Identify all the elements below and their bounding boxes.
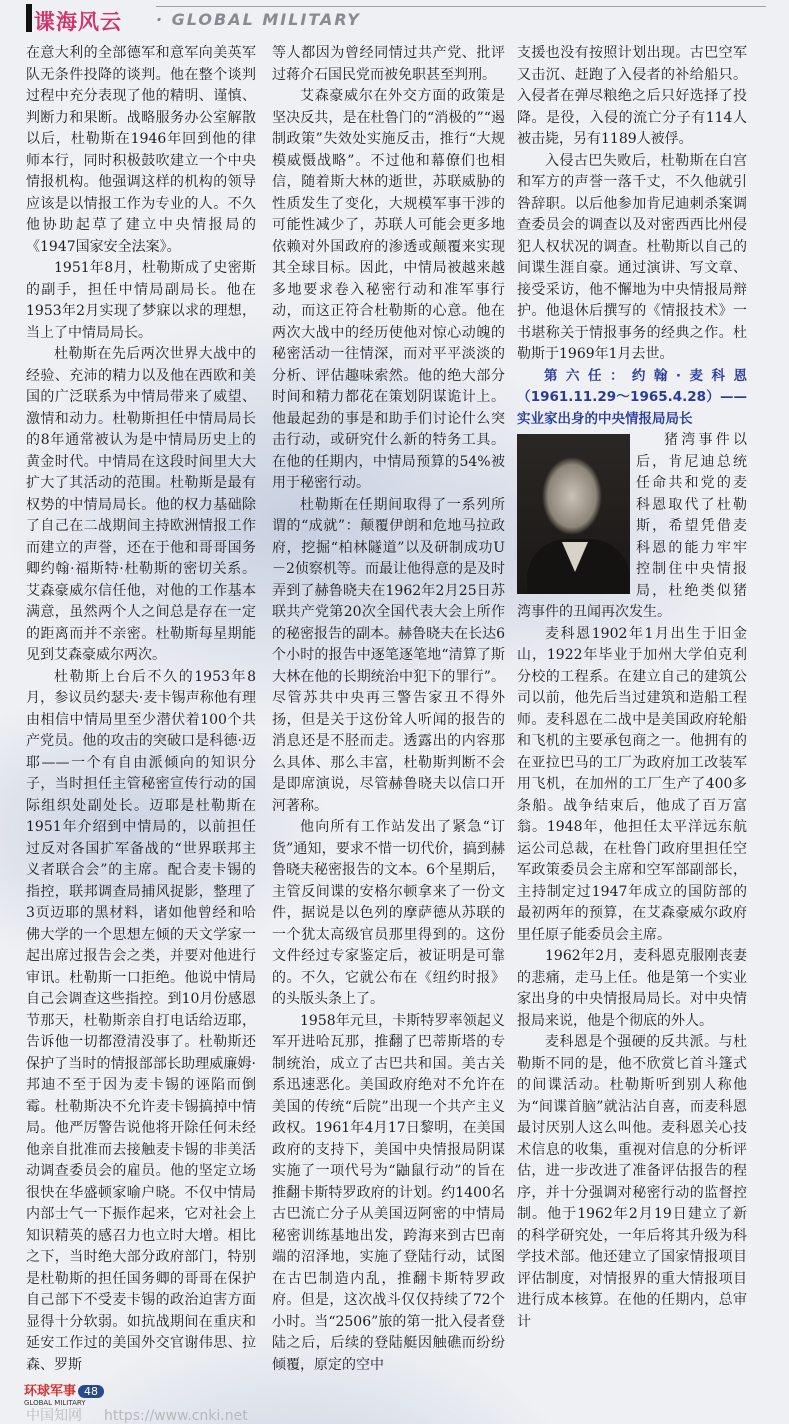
watermark-url: https://www.cnki.net	[104, 1408, 248, 1424]
paragraph: 麦科恩是个强硬的反共派。与杜勒斯不同的是，他不欣赏匕首斗篷式的间谍活动。杜勒斯听到别人称他为“间谍首脑”就沾沾自喜，而麦科恩最讨厌别人这么叫他。麦科恩关心技术信息的收集，重视对信息的分析评估，进一步改进了准备评估报告的程序，并十分强调对秘密行动的监督控制。他于1962年2月19日建立了新的科学研究处，一年后将其升级为科学技术部。他还建立了国家情报项目评估制度，对情报界的重大情报项目进行成本核算。在他的任期内，总审计	[517, 1034, 747, 1330]
paragraph: 猪湾事件以后，肯尼迪总统任命共和党的麦科恩取代了杜勒斯，希望凭借麦科恩的能力牢牢控制住中央情报局，杜绝类似猪湾事件的丑闻再次发生。	[517, 432, 747, 620]
paragraph: 杜勒斯上台后不久的1953年8月，参议员约瑟夫·麦卡锡声称他有理由相信中情局里至少潜伏着100个共产党员。他的攻击的突破口是科德·迈耶——一个有自由派倾向的知识分子，当时担任主管秘密宣传行动的国际组织处副处长。迈耶是杜勒斯在1951年介绍到中情局的，以前担任过反对各国扩军备战的“世界联邦主义者联合会”的主席。配合麦卡锡的指控，联邦调查局捕风捉影，整理了3页迈耶的黑材料，诸如他曾经和哈佛大学的一个思想左倾的天文学家一起出席过报告会之类，并要对他进行审讯。杜勒斯一口拒绝。他说中情局自己会调查这些指控。到10月份感恩节那天，杜勒斯亲自打电话给迈耶，告诉他一切都澄清没事了。杜勒斯还保护了当时的情报部部长助理威廉姆·邦迪不至于因为麦卡锡的诬陷而倒霉。杜勒斯决不允许麦卡锡搞掉中情局。他严厉警告说他将开除任何未经他亲自批准而去接触麦卡锡的非美活动调查委员会的雇员。他的坚定立场很快在华盛顿家喻户晓。不仅中情局内部士气一下振作起来，它对社会上知识精英的感召力也立时大增。相比之下，当时绝大部分政府部门，特别是杜勒斯的担任国务卿的哥哥在保护自己部下不受麦卡锡的政治迫害方面显得十分软弱。如抗战期间在重庆和延安工作过的美国外交官谢伟思、拉森、罗斯	[26, 668, 256, 1373]
column-3	[517, 43, 747, 1333]
paragraph: 杜勒斯在任期间取得了一系列所谓的“成就”：颠覆伊朗和危地马拉政府，挖掘“柏林隧道”以及研制成功U－2侦察机等。而最让他得意的是及时弄到了赫鲁晓夫在1962年2月25日苏联共产党第20次全国代表大会上所作的秘密报告的副本。赫鲁晓夫在长达6个小时的报告中逐笔逐笔地“清算了斯大林在他的长期统治中犯下的罪行”。尽管苏共中央再三警告家丑不得外扬，但是关于这份耸人听闻的报告的消息还是不胫而走。透露出的内容那么具体、那么丰富，杜勒斯判断不会是即席演说，尽管赫鲁晓夫以信口开河著称。	[272, 496, 505, 814]
paragraph: 艾森豪威尔在外交方面的政策是坚决反共，是在杜鲁门的“消极的”“遏制政策”失效处实施反击，推行“大规模威慑战略”。不过他和幕僚们也相信，随着斯大林的逝世，苏联威胁的性质发生了变化，大规模军事干涉的可能性减少了，苏联人可能会更多地依赖对外国政府的渗透或颠覆来实现其全球目标。因此，中情局被越来越多地要求卷入秘密行动和准军事行动，而这正符合杜勒斯的心意。他在两次大战中的经历使他对惊心动魄的秘密活动一往情深，而对平平淡淡的分析、评估趣味索然。他的绝大部分时间和精力都花在策划阴谋诡计上。他最起劲的事是和助手们讨论什么突击行动，或研究什么新的特务工具。在他的任期内，中情局预算的54%被用于秘密行动。	[272, 88, 505, 491]
paragraph: 1951年8月，杜勒斯成了史密斯的副手，担任中情局副局长。他在1953年2月实现了梦寐以求的理想，当上了中情局局长。	[26, 260, 256, 341]
header-bar	[26, 4, 32, 32]
paragraph: 1958年元旦，卡斯特罗率领起义军开进哈瓦那，推翻了巴蒂斯塔的专制统治，成立了古巴共和国。美古关系迅速恶化。美国政府绝对不允许在美国的传统“后院”出现一个共产主义政权。1961年4月17日黎明，在美国政府的支持下，美国中央情报局阴谋实施了一项代号为“鼬鼠行动”的旨在推翻卡斯特罗政府的计划。约1400名古巴流亡分子从美国迈阿密的中情局秘密训练基地出发，跨海来到古巴南端的沼泽地，实施了登陆行动，试图在古巴制造内乱，推翻卡斯特罗政府。但是，这次战斗仅仅持续了72个小时。当“2506”旅的第一批入侵者登陆之后，后续的登陆艇因触礁而纷纷倾覆，原定的空中	[272, 1012, 505, 1373]
section-title: 谍海风云	[34, 10, 122, 34]
paragraph: 在意大利的全部德军和意军向美英军队无条件投降的谈判。他在整个谈判过程中充分表现了他的精明、谨慎、判断力和果断。战略服务办公室解散以后，杜勒斯在1946年回到他的律师本行，同时积极鼓吹建立一个中央情报机构。他强调这样的机构的领导应该是以情报工作为专业的人。不久他协助起草了建立中央情报局的《1947国家安全法案》。	[26, 45, 256, 255]
paragraph: 等人都因为曾经同情过共产党、批评过蒋介石国民党而被免职甚至判刑。	[272, 45, 505, 83]
magazine-name: 环球军事	[24, 1384, 77, 1399]
paragraph: 入侵古巴失败后，杜勒斯在白宫和军方的声誉一落千丈，不久他就引咎辞职。以后他参加肯尼迪刺杀案调查委员会的调查以及对密西西比州侵犯人权状况的调查。杜勒斯以自己的间谍生涯自豪。通过演讲、写文章、接受采访，他不懈地为中央情报局辩护。他退休后撰写的《情报技术》一书堪称关于情报事务的经典之作。杜勒斯于1969年1月去世。	[517, 152, 747, 362]
brand-label: · GLOBAL MILITARY	[156, 10, 361, 29]
magazine-name-en: GLOBAL MILITARY	[24, 1399, 86, 1407]
paragraph: 1962年2月，麦科恩克服刚丧妻的悲痛，走马上任。他是第一个实业家出身的中央情报局局长。对中央情报局来说，他是个彻底的外人。	[517, 948, 747, 1029]
section-heading: 第六任：约翰·麦科恩（1961.11.29～1965.4.28）——实业家出身的中央情报局局长	[517, 367, 747, 427]
column-2	[272, 43, 505, 1376]
left-column-area	[26, 43, 256, 1424]
paragraph: 麦科恩1902年1月出生于旧金山，1922年毕业于加州大学伯克利分校的工程系。在建立自己的建筑公司以前，他先后当过建筑和造船工程师。麦科恩在二战中是美国政府轮船和飞机的主要承包商之一。他拥有的在亚拉巴马的工厂为政府加工改装军用飞机，在加州的工厂生产了400多条船。战争结束后，他成了百万富翁。1948年，他担任太平洋远东航运公司总裁，在杜鲁门政府里担任空军政策委员会主席和空军部副部长，主持制定过1947年成立的国防部的最初两年的预算，在艾森豪威尔政府里任原子能委员会主席。	[517, 625, 747, 943]
paragraph: 杜勒斯在先后两次世界大战中的经验、充沛的精力以及他在西欧和美国的广泛联系为中情局带来了威望、激情和动力。杜勒斯担任中情局局长的8年通常被认为是中情局历史上的黄金时代。中情局在这段时间里大大扩大了其活动的范围。杜勒斯是最有权势的中情局局长。他的权力基础除了自己在二战期间主持欧洲情报工作而建立的声誉，还在于他和哥哥国务卿约翰·福斯特·杜勒斯的密切关系。艾森豪威尔信任他，对他的工作基本满意，虽然两个人之间总是存在一定的距离而并不亲密。杜勒斯每星期能见到艾森豪威尔两次。	[26, 346, 256, 663]
paragraph: 支援也没有按照计划出现。古巴空军又击沉、赶跑了入侵者的补给船只。入侵者在弹尽粮绝之后只好选择了投降。是役，入侵的流亡分子有114人被击毙，另有1189人被俘。	[517, 45, 747, 147]
column-1	[26, 43, 256, 1376]
page-footer	[24, 1376, 256, 1408]
paragraph: 他向所有工作站发出了紧急“订货”通知，要求不惜一切代价，搞到赫鲁晓夫秘密报告的文本。6个星期后，主管反间谍的安格尔顿拿来了一份文件，据说是以色列的摩萨德从苏联的一个犹太高级官员那里得到的。这份文件经过专家鉴定后，被证明是可靠的。不久，它就公布在《纽约时报》的头版头条上了。	[272, 819, 505, 1007]
header-rule	[156, 6, 766, 7]
watermark-name: 中国知网	[26, 1408, 82, 1424]
page-header	[26, 4, 766, 32]
watermark	[26, 1408, 256, 1424]
page-number: 48	[78, 1385, 104, 1398]
portrait-photo	[517, 434, 630, 594]
